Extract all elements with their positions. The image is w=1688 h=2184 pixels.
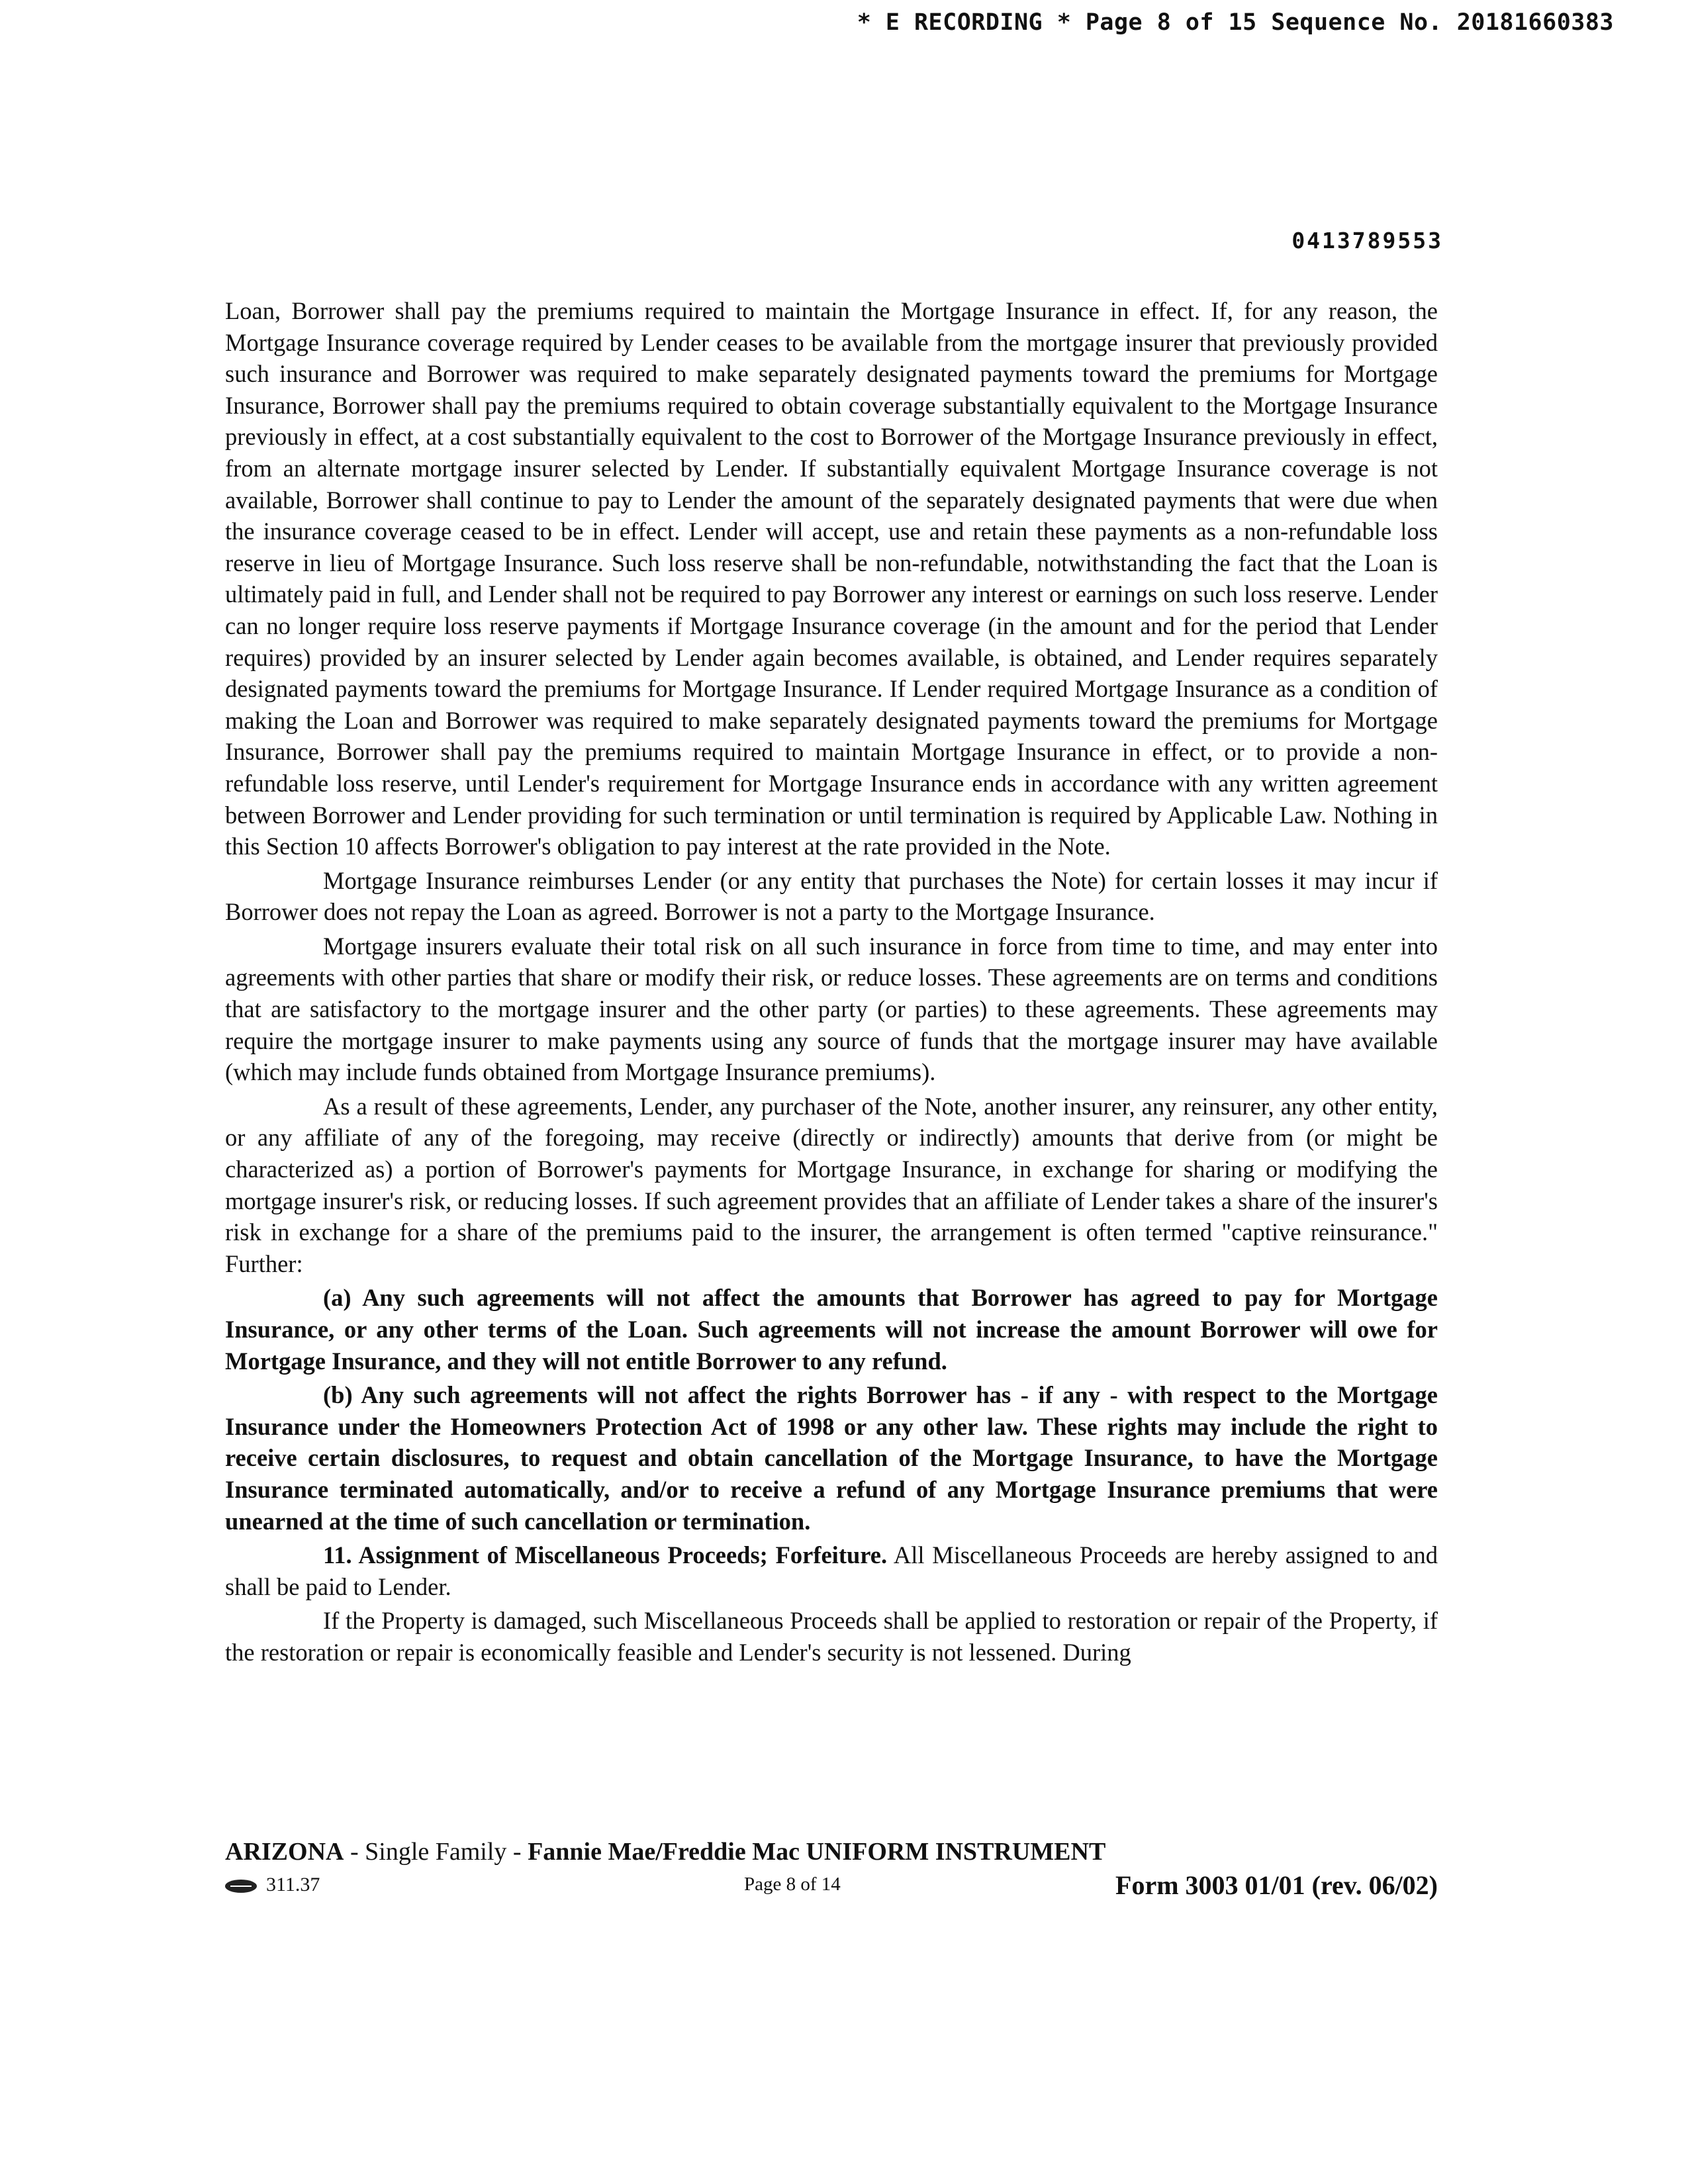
footer-separator: - — [344, 1838, 365, 1866]
recording-header: * E RECORDING * Page 8 of 15 Sequence No. 20181660383 — [857, 9, 1614, 36]
footer-state: ARIZONA — [225, 1838, 344, 1866]
paragraph-mi-risk-agreements: Mortgage insurers evaluate their total risk on all such insurance in force from time to time, and may enter into agreements with other parties that share or modify their risk, or reduce losses. These agreements are on terms and conditions that are satisfactory to the mortgage insurer and the other party (or parties) to these agreements. These agreements may require the mortgage insurer to make payments using any source of funds that the mortgage insurer may have available (which may include funds obtained from Mortgage Insurance premiums). — [225, 932, 1438, 1086]
footer-instrument: Fannie Mae/Freddie Mac UNIFORM INSTRUMENT — [528, 1838, 1106, 1866]
footer-instrument-line — [225, 1837, 1438, 1867]
paragraph-captive-reinsurance: As a result of these agreements, Lender, any purchaser of the Note, another insurer, any reinsurer, any other entity, or any affiliate of any of the foregoing, may receive (directly or indirectly) amounts that derive from (or might be characterized as) a portion of Borrower's payments for Mortgage Insurance, in exchange for sharing or modifying the mortgage insurer's risk, or reducing losses. If such agreement provides that an affiliate of Lender takes a share of the insurer's risk in exchange for a share of the premiums paid to the insurer, the arrangement is often termed "captive reinsurance." Further: — [225, 1092, 1438, 1277]
paragraph-mortgage-insurance-continued: Loan, Borrower shall pay the premiums required to maintain the Mortgage Insurance in effect. If, for any reason, the Mortgage Insurance coverage required by Lender ceases to be available from the mortgage insurer that previously provided such insurance and Borrower was required to make separately designated payments toward the premiums for Mortgage Insurance, Borrower shall pay the premiums required to obtain coverage substantially equivalent to the Mortgage Insurance previously in effect, at a cost substantially equivalent to the cost to Borrower of the Mortgage Insurance previously in effect, from an alternate mortgage insurer selected by Lender. If substantially equivalent Mortgage Insurance coverage is not available, Borrower shall continue to pay to Lender the amount of the separately designated payments that were due when the insurance coverage ceased to be in effect. Lender will accept, use and retain these payments as a non-refundable loss reserve in lieu of Mortgage Insurance. Such loss reserve shall be non-refundable, notwithstanding the fact that the Loan is ultimately paid in full, and Lender shall not be required to pay Borrower any interest or earnings on such loss reserve. Lender can no longer require loss reserve payments if Mortgage Insurance coverage (in the amount and for the period that Lender requires) provided by an insurer selected by Lender again becomes available, is obtained, and Lender requires separately designated payments toward the premiums for Mortgage Insurance. If Lender required Mortgage Insurance as a condition of making the Loan and Borrower was required to make separately designated payments toward the premiums for Mortgage Insurance, Borrower shall pay the premiums required to maintain Mortgage Insurance in effect, or to provide a non-refundable loss reserve, until Lender's requirement for Mortgage Insurance ends in accordance with any written agreement between Borrower and Lender providing for such termination or until termination is required by Applicable Law. Nothing in this Section 10 affects Borrower's obligation to pay interest at the rate provided in the Note. — [225, 297, 1438, 860]
paragraph-clause-b: (b) Any such agreements will not affect the rights Borrower has - if any - with respect to the Mortgage Insurance under the Homeowners Protection Act of 1998 or any other law. These rights may include the right to receive certain disclosures, to request and obtain cancellation of the Mortgage Insurance, to have the Mortgage Insurance terminated automatically, and/or to receive a refund of any Mortgage Insurance premiums that were unearned at the time of such cancellation or termination. — [225, 1381, 1438, 1535]
page-footer — [225, 1837, 1438, 1903]
paragraph-mi-reimbursement: Mortgage Insurance reimburses Lender (or any entity that purchases the Note) for certain losses it may incur if Borrower does not repay the Loan as agreed. Borrower is not a party to the Mortgage Insurance. — [225, 866, 1438, 926]
document-body — [225, 295, 1438, 1671]
paragraph-section-11 — [225, 1539, 1438, 1602]
section-11-body: All Miscellaneous Proceeds are hereby assigned to and shall be paid to Lender. — [225, 1541, 1438, 1600]
footer-form-number: Form 3003 01/01 (rev. 06/02) — [1115, 1870, 1438, 1900]
loan-number: 0413789553 — [1291, 228, 1443, 253]
section-11-title: 11. Assignment of Miscellaneous Proceeds; Forfeiture. — [323, 1541, 888, 1569]
footer-form-code — [225, 1874, 320, 1896]
footer-page-label: Page 8 of 14 — [744, 1874, 841, 1895]
paragraph-property-damaged: If the Property is damaged, such Miscellaneous Proceeds shall be applied to restoration or repair of the Property, if the restoration or repair is economically feasible and Lender's security is not lessened. During — [225, 1607, 1438, 1666]
vmp-logo-icon — [225, 1880, 257, 1893]
footer-form-line — [225, 1870, 1438, 1903]
footer-separator: - — [506, 1838, 528, 1866]
form-code-text: 311.37 — [266, 1874, 320, 1895]
footer-family: Single Family — [365, 1838, 507, 1866]
paragraph-clause-a: (a) Any such agreements will not affect the amounts that Borrower has agreed to pay for Mortgage Insurance, or any other terms of the Loan. Such agreements will not increase the amount Borrower will owe for Mortgage Insurance, and they will not entitle Borrower to any refund. — [225, 1284, 1438, 1375]
